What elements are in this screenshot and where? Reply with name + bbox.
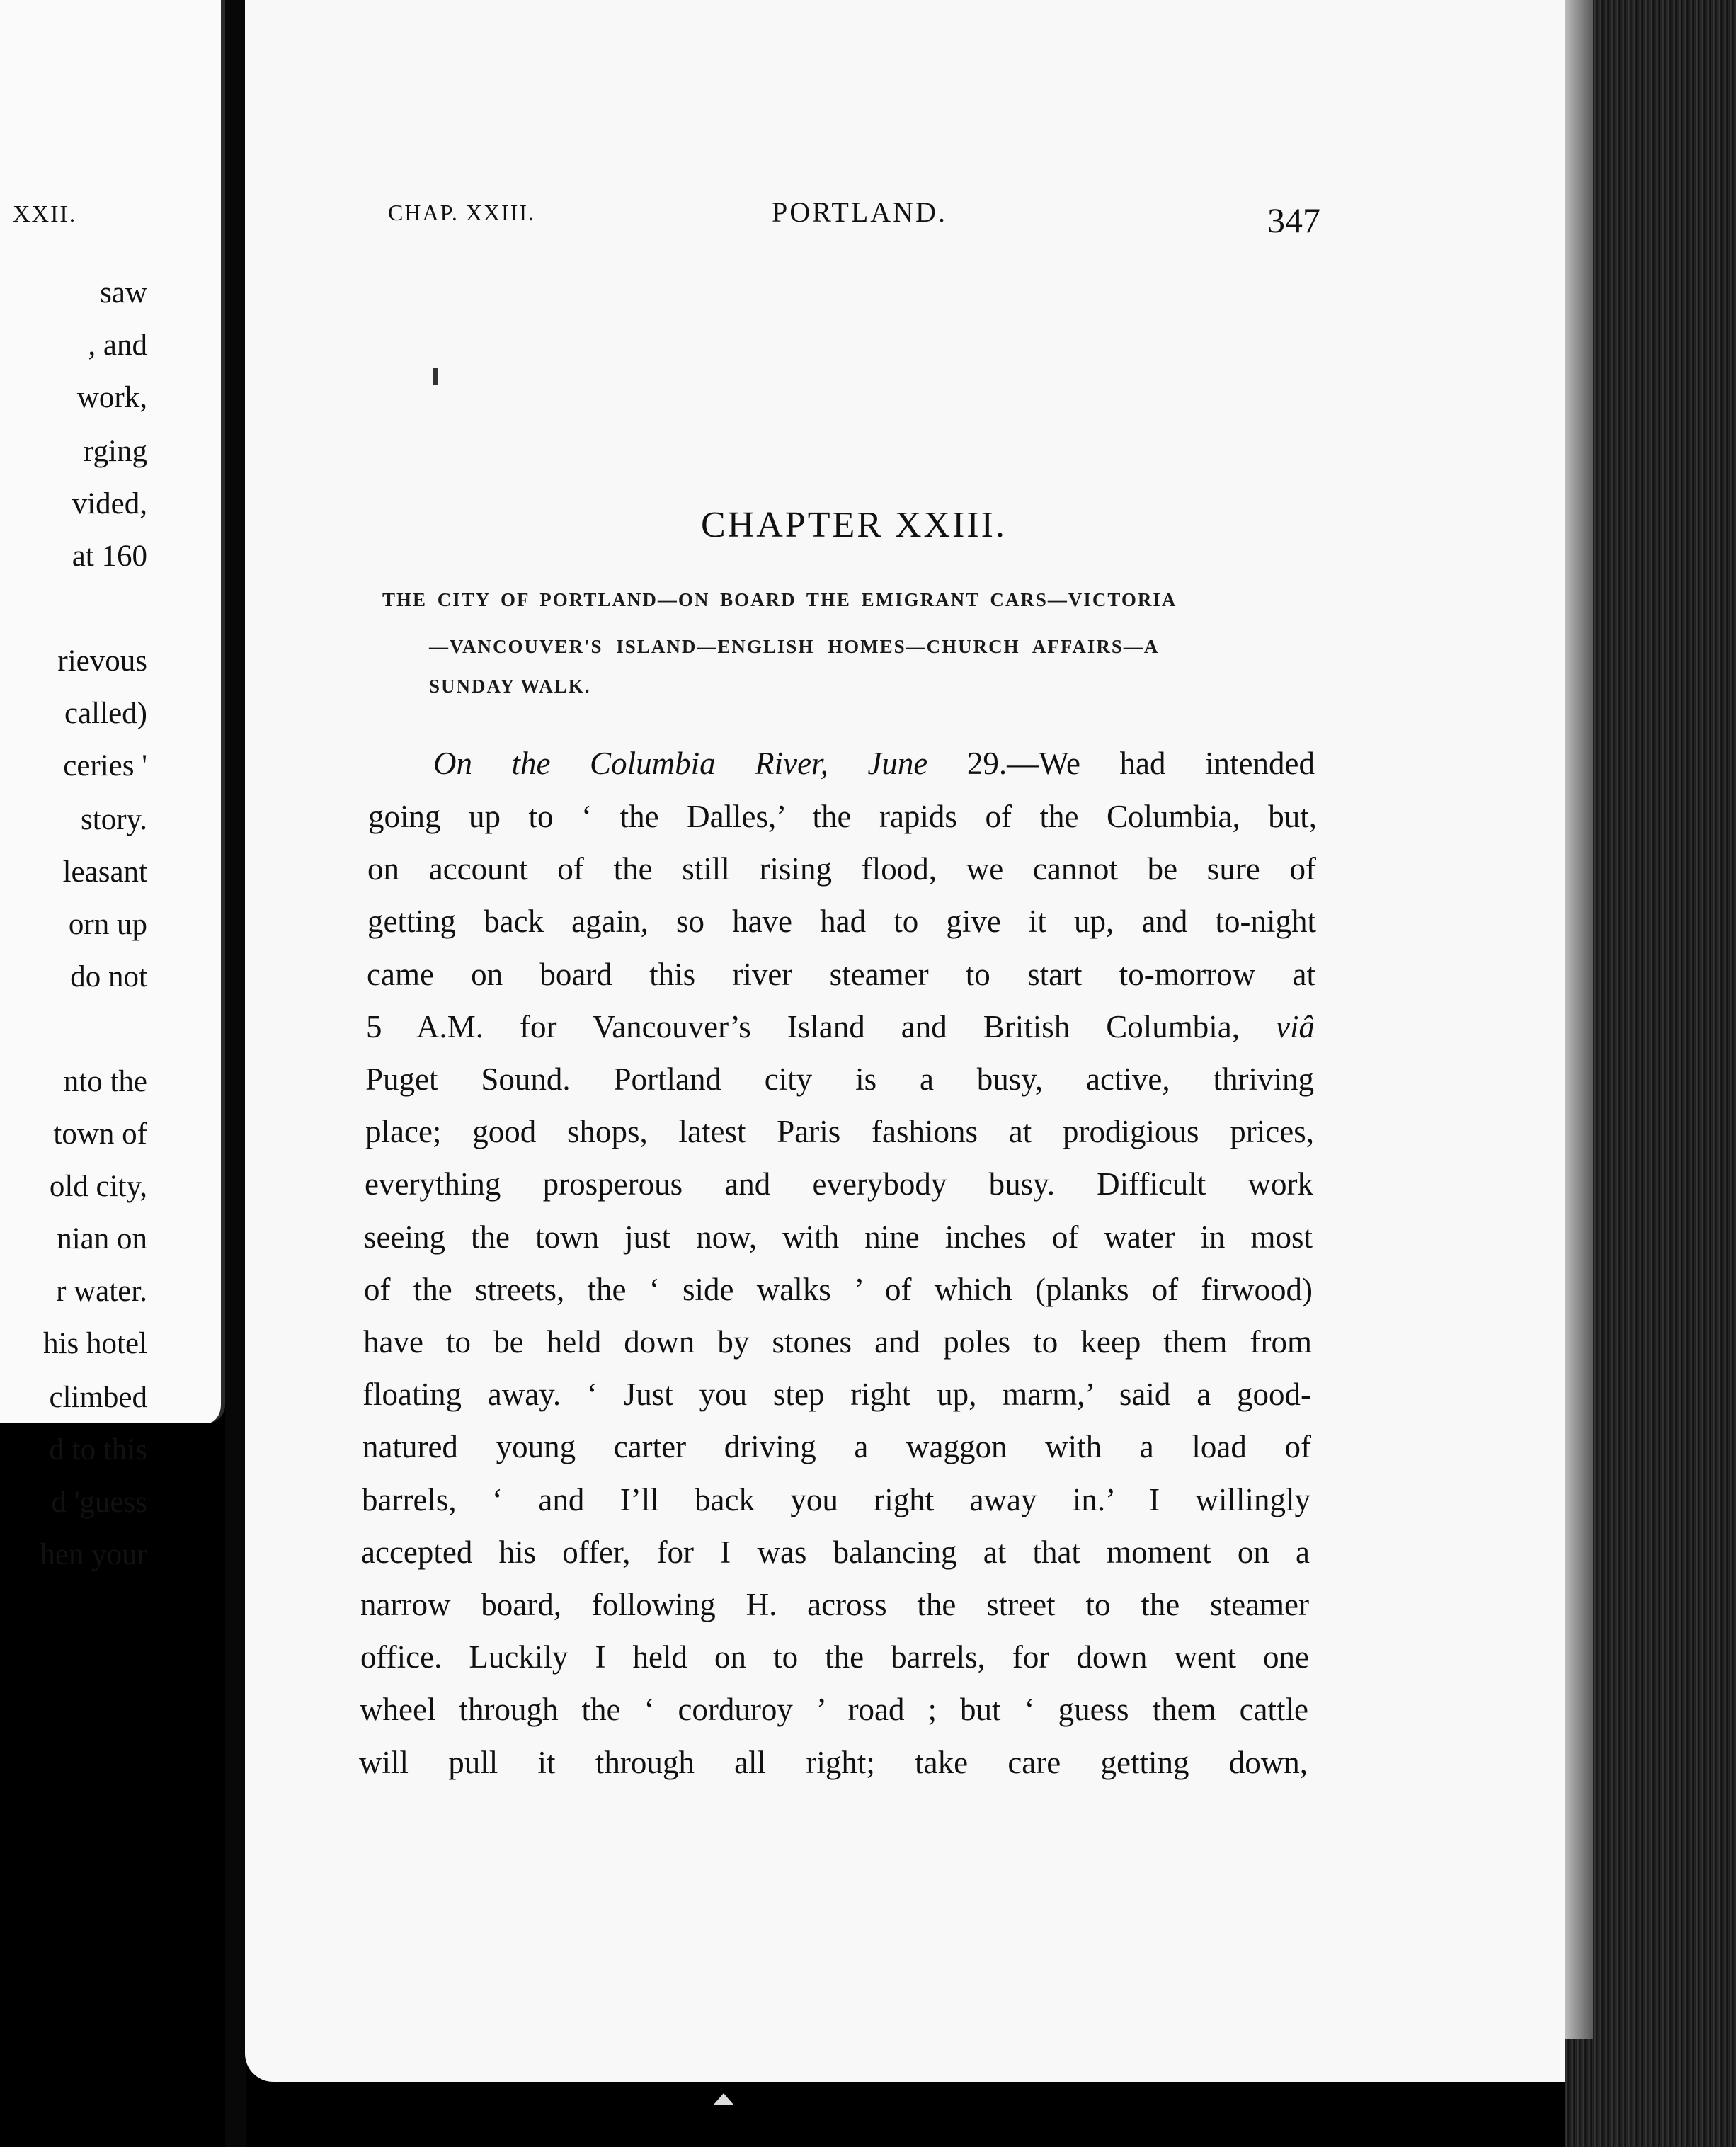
left-page-line: work, xyxy=(76,381,147,414)
left-page-line: vided, xyxy=(72,487,147,520)
running-head xyxy=(0,0,1736,283)
body-line: will pull it through all right; take care getting down, xyxy=(359,1745,1308,1780)
left-page-line: nto the xyxy=(63,1065,147,1098)
body-line: natured young carter driving a waggon with a load of xyxy=(362,1429,1311,1464)
left-page-line: leasant xyxy=(62,855,147,889)
left-page-line: saw xyxy=(100,276,147,309)
body-line: going up to ‘ the Dalles,’ the rapids of the Columbia, but, xyxy=(368,799,1317,834)
left-page-line: old city, xyxy=(49,1170,147,1203)
scan-mark xyxy=(714,2093,733,2105)
chapter-title: CHAPTER XXIII. xyxy=(701,505,1007,545)
left-page-line: his hotel xyxy=(43,1327,147,1360)
chapter-summary-line: —VANCOUVER'S ISLAND—ENGLISH HOMES—CHURCH AFFAIRS—A xyxy=(429,636,1160,657)
left-page-line: town of xyxy=(53,1117,147,1151)
left-page-line: do not xyxy=(70,960,147,993)
left-page-line: ceries ' xyxy=(63,749,147,782)
body-line: accepted his offer, for I was balancing at that moment on a xyxy=(361,1534,1310,1570)
body-line: came on board this river steamer to start to-morrow at xyxy=(367,957,1315,992)
body-line: everything prosperous and everybody busy. Difficult work xyxy=(365,1166,1313,1202)
running-head-chapter: CHAP. XXIII. xyxy=(388,200,535,225)
left-page-line: orn up xyxy=(68,908,147,941)
running-head-title: PORTLAND. xyxy=(772,196,947,228)
book-gutter xyxy=(225,0,246,2147)
left-page-line: at 160 xyxy=(72,540,147,573)
ink-mark xyxy=(433,368,438,385)
left-page-line: d 'guess xyxy=(51,1486,147,1519)
body-line: office. Luckily I held on to the barrels, for down went one xyxy=(360,1639,1309,1675)
body-line: seeing the town just now, with nine inches of water in most xyxy=(364,1219,1313,1255)
first-line-text: 29.—We had intended xyxy=(966,746,1315,781)
page-edge-shade xyxy=(1565,0,1593,2039)
chapter-summary-line: THE CITY OF PORTLAND—ON BOARD THE EMIGRANT CARS—VICTORIA xyxy=(382,589,1177,610)
body-line: wheel through the ‘ corduroy ’ road ; but ‘ guess them cattle xyxy=(360,1692,1308,1727)
left-page-line: rging xyxy=(84,435,147,468)
body-line: Puget Sound. Portland city is a busy, active, thriving xyxy=(365,1061,1314,1097)
left-page-line: d to this xyxy=(49,1433,147,1467)
body-line: barrels, ‘ and I’ll back you right away in.’ I willingly xyxy=(362,1482,1310,1517)
body-line: floating away. ‘ Just you step right up, marm,’ said a good- xyxy=(362,1377,1311,1412)
body-line: on account of the still rising flood, we cannot be sure of xyxy=(367,851,1316,887)
left-page-line: r water. xyxy=(56,1275,147,1308)
chapter-summary-line: SUNDAY WALK. xyxy=(429,676,591,697)
dateline: On the Columbia River, June xyxy=(433,746,928,781)
left-page-line: called) xyxy=(64,697,147,730)
page-number: 347 xyxy=(1267,200,1320,240)
left-page-line: hen your xyxy=(40,1538,147,1571)
left-page-header: XXII. xyxy=(13,201,77,227)
body-line: have to be held down by stones and poles to keep them from xyxy=(363,1324,1312,1360)
body-line: 5 A.M. for Vancouver’s Island and British Columbia, viâ xyxy=(366,1009,1315,1044)
body-first-line xyxy=(433,748,1315,780)
left-page-line: rievous xyxy=(57,644,147,678)
body-line: getting back again, so have had to give it up, and to-night xyxy=(367,904,1316,939)
body-line: place; good shops, latest Paris fashions at prodigious prices, xyxy=(365,1114,1314,1149)
body-line: of the streets, the ‘ side walks ’ of which (planks of firwood) xyxy=(364,1272,1313,1307)
left-page-line: , and xyxy=(88,329,147,362)
left-page-line: climbed xyxy=(49,1381,147,1414)
left-page-line: nian on xyxy=(57,1222,147,1255)
body-line: narrow board, following H. across the street to the steamer xyxy=(360,1587,1309,1622)
left-page-line: story. xyxy=(81,803,147,836)
